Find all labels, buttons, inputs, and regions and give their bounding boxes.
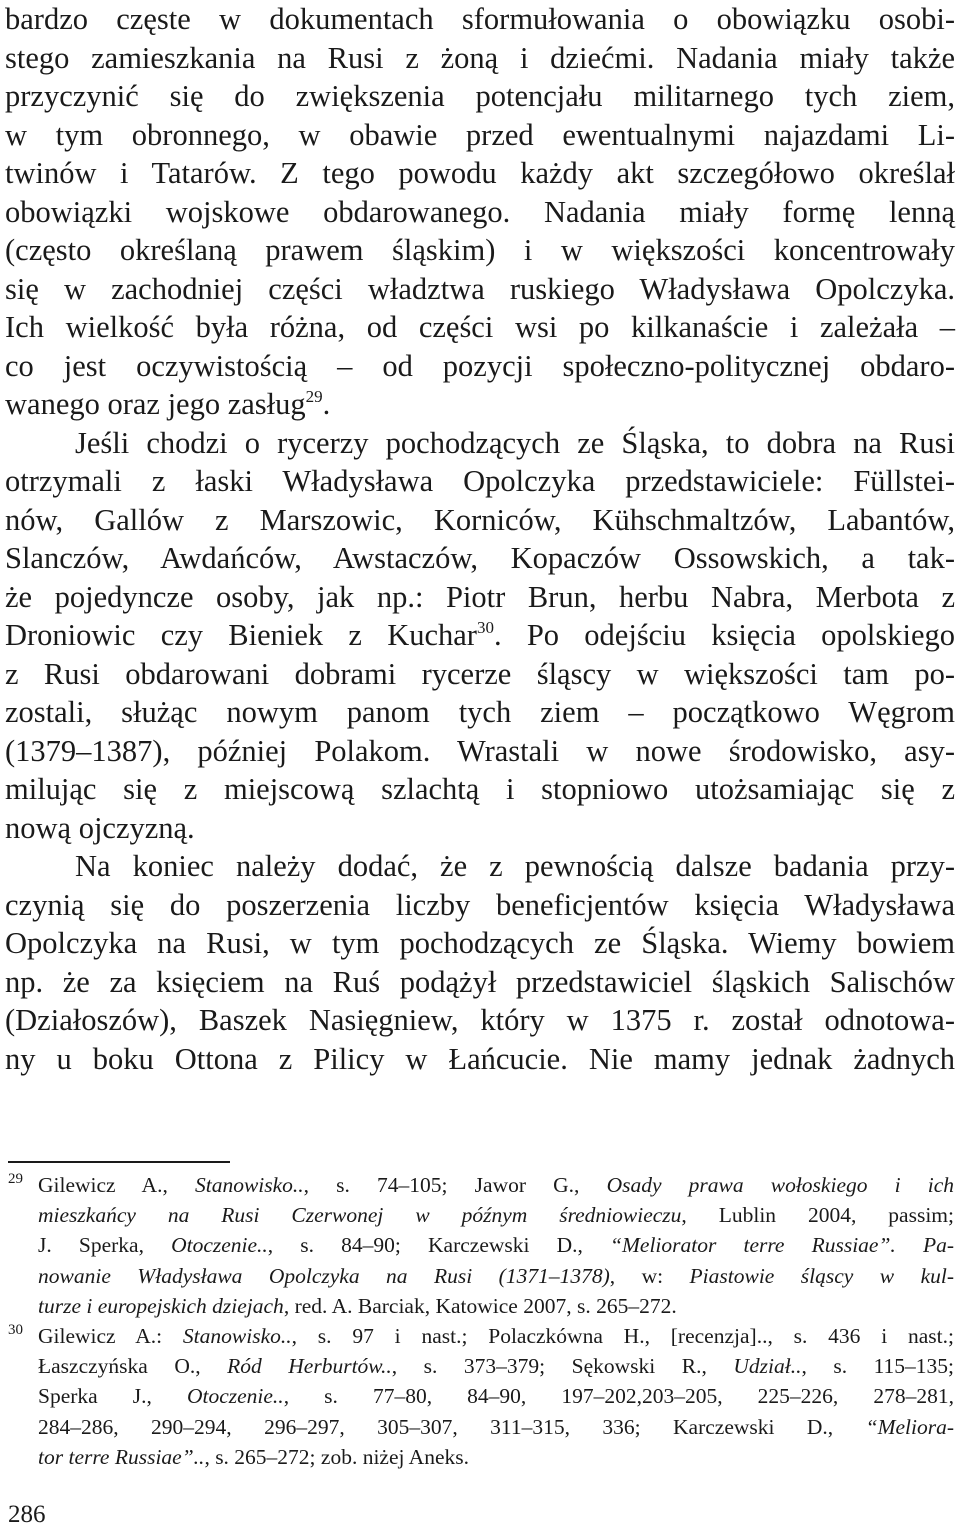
text-line: stego zamieszkania na Rusi z żoną i dziećmi. Nadania miały także (5, 40, 955, 75)
footnote-text (0, 1321, 960, 1472)
text-line: (Działoszów), Baszek Nasięgniew, który w 1375 r. został odnotowa- (5, 1003, 955, 1037)
text-line: ny u boku Ottona z Pilicy w Łańcucie. Nie mamy jednak żadnych (5, 1041, 955, 1076)
italic-text: “Meliorator terre Russiae”. Pa- (610, 1233, 954, 1258)
footnote-ref-29[interactable]: 29 (305, 387, 323, 406)
text-fragment: Łaszczyńska O., (38, 1354, 228, 1379)
footnote-line (38, 1291, 954, 1321)
footnote-ref-30[interactable]: 30 (476, 618, 494, 637)
footnote-line (38, 1381, 954, 1411)
italic-text: Ród Herburtów.. (227, 1354, 392, 1379)
text-fragment: Droniowic czy Bieniek z Kuchar (5, 618, 477, 652)
italic-text: Otoczenie.. (186, 1384, 284, 1409)
footnote-line (38, 1230, 954, 1260)
page-number: 286 (8, 1501, 46, 1528)
text-fragment: , s. 265–272; zob. niżej Aneks. (204, 1444, 469, 1469)
text-line: np. że za księciem na Ruś podążył przedstawiciel śląskich Salischów (5, 964, 955, 999)
text-line: co jest oczywistością – od pozycji społeczno-politycznej obdaro- (5, 348, 955, 383)
text-line: w tym obronnego, w obawie przed ewentualnymi najazdami Li- (5, 117, 955, 152)
italic-text: Piastowie śląscy w kul- (689, 1263, 954, 1288)
text-fragment: Sperka J., (38, 1384, 187, 1409)
footnote-separator (8, 1161, 230, 1163)
text-line: Jeśli chodzi o rycerzy pochodzących ze Śląska, to dobra na Rusi (75, 425, 955, 460)
text-line: nów, Gallów z Marszowic, Korniców, Kühschmaltzów, Labantów, (5, 502, 955, 537)
footnote-line (38, 1261, 954, 1291)
italic-text: Stanowisko.. (182, 1323, 292, 1348)
text-fragment: 284–286, 290–294, 296–297, 305–307, 311–315, 336; Karczewski D., (38, 1414, 866, 1439)
footnote-text (0, 1170, 960, 1321)
text-fragment: wanego oraz jego zasług (5, 387, 306, 421)
text-fragment: J. Sperka, (38, 1233, 172, 1258)
footnotes (0, 1170, 960, 1472)
text-line: Ich wielkość była różna, od części wsi po kilkanaście i zależała – (5, 310, 955, 344)
text-fragment: Gilewicz A.: (38, 1323, 183, 1348)
text-line: otrzymali z łaski Władysława Opolczyka przedstawiciele: Füllstei- (5, 464, 955, 498)
text-fragment: . (322, 387, 331, 421)
main-text (5, 0, 955, 1078)
footnote-number: 30 (8, 1321, 23, 1338)
text-line: się w zachodniej części władztwa ruskiego Władysława Opolczyka. (5, 271, 955, 306)
text-line: (1379–1387), później Polakom. Wrastali w nowe środowisko, asy- (5, 733, 955, 768)
text-line: (często określaną prawem śląskim) i w większości koncentrowały (5, 233, 955, 267)
text-fragment: , Lublin 2004, passim; (681, 1203, 954, 1228)
text-fragment: , s. 84–90; Karczewski D., (267, 1233, 611, 1258)
text-line: Slanczów, Awdańców, Awstaczów, Kopaczów Ossowskich, a tak- (5, 541, 955, 575)
text-fragment: , s. 115–135; (801, 1354, 955, 1379)
footnote-number: 29 (8, 1171, 23, 1187)
text-line: obowiązki wojskowe obdarowanego. Nadania miały formę lenną (5, 194, 955, 229)
italic-text: tor terre Russiae”.. (38, 1444, 205, 1469)
text-fragment: Gilewicz A., (38, 1173, 195, 1197)
footnote-29 (0, 1170, 960, 1321)
text-line: zostali, służąc nowym panom tych ziem – początkowo Węgrom (5, 695, 955, 729)
footnote-30 (0, 1321, 960, 1472)
italic-text: “Meliora- (865, 1414, 954, 1439)
text-line: nową ojczyzną. (5, 810, 195, 845)
footnote-line (38, 1442, 954, 1472)
footnote-line (38, 1170, 954, 1200)
text-line: z Rusi obdarowani dobrami rycerze śląscy w większości tam po- (5, 656, 955, 691)
italic-text: mieszkańcy na Rusi Czerwonej w późnym średniowieczu (38, 1203, 682, 1228)
text-fragment: , s. 77–80, 84–90, 197–202,203–205, 225–226, 278–281, (283, 1384, 954, 1409)
text-line: czynią się do poszerzenia liczby beneficjentów księcia Władysława (5, 887, 955, 922)
italic-text: turze i europejskich dziejach (38, 1293, 284, 1318)
paragraph-1 (5, 0, 955, 424)
text-line (5, 616, 955, 655)
italic-text: Osady prawa wołoskiego i ich (606, 1173, 954, 1197)
italic-text: nowanie Władysława Opolczyka na Rusi (1371–1378) (38, 1263, 610, 1288)
text-fragment: , s. 97 i nast.; Polaczkówna H., [recenzja].., s. 436 i nast.; (291, 1323, 955, 1348)
footnote-line (38, 1412, 954, 1442)
footnote-line (38, 1351, 954, 1381)
text-line: przyczynić się do zwiększenia potencjału militarnego tych ziem, (5, 79, 955, 113)
paragraph-3 (5, 847, 955, 1078)
text-line (5, 385, 955, 424)
italic-text: Otoczenie.. (171, 1233, 268, 1258)
text-fragment: , s. 74–105; Jawor G., (303, 1173, 607, 1197)
footnote-line (38, 1321, 954, 1351)
italic-text: Stanowisko.. (194, 1173, 304, 1197)
italic-text: Udział.. (733, 1354, 802, 1379)
footnote-line (38, 1200, 954, 1230)
text-line: bardzo częste w dokumentach sformułowania o obowiązku osobi- (5, 2, 955, 36)
paragraph-2 (5, 424, 955, 848)
text-fragment: . Po odejściu księcia opolskiego (493, 618, 955, 652)
text-line: milując się z miejscową szlachtą i stopniowo utożsamiając się z (5, 772, 955, 806)
text-line: Opolczyka na Rusi, w tym pochodzących ze Śląska. Wiemy bowiem (5, 926, 955, 960)
text-line: że pojedyncze osoby, jak np.: Piotr Brun, herbu Nabra, Merbota z (5, 579, 955, 614)
text-line: twinów i Tatarów. Z tego powodu każdy akt szczegółowo określał (5, 156, 955, 190)
text-fragment: , red. A. Barciak, Katowice 2007, s. 265–272. (283, 1293, 677, 1318)
text-fragment: , w: (609, 1263, 690, 1288)
text-line: Na koniec należy dodać, że z pewnością dalsze badania przy- (75, 849, 955, 883)
text-fragment: , s. 373–379; Sękowski R., (391, 1354, 734, 1379)
